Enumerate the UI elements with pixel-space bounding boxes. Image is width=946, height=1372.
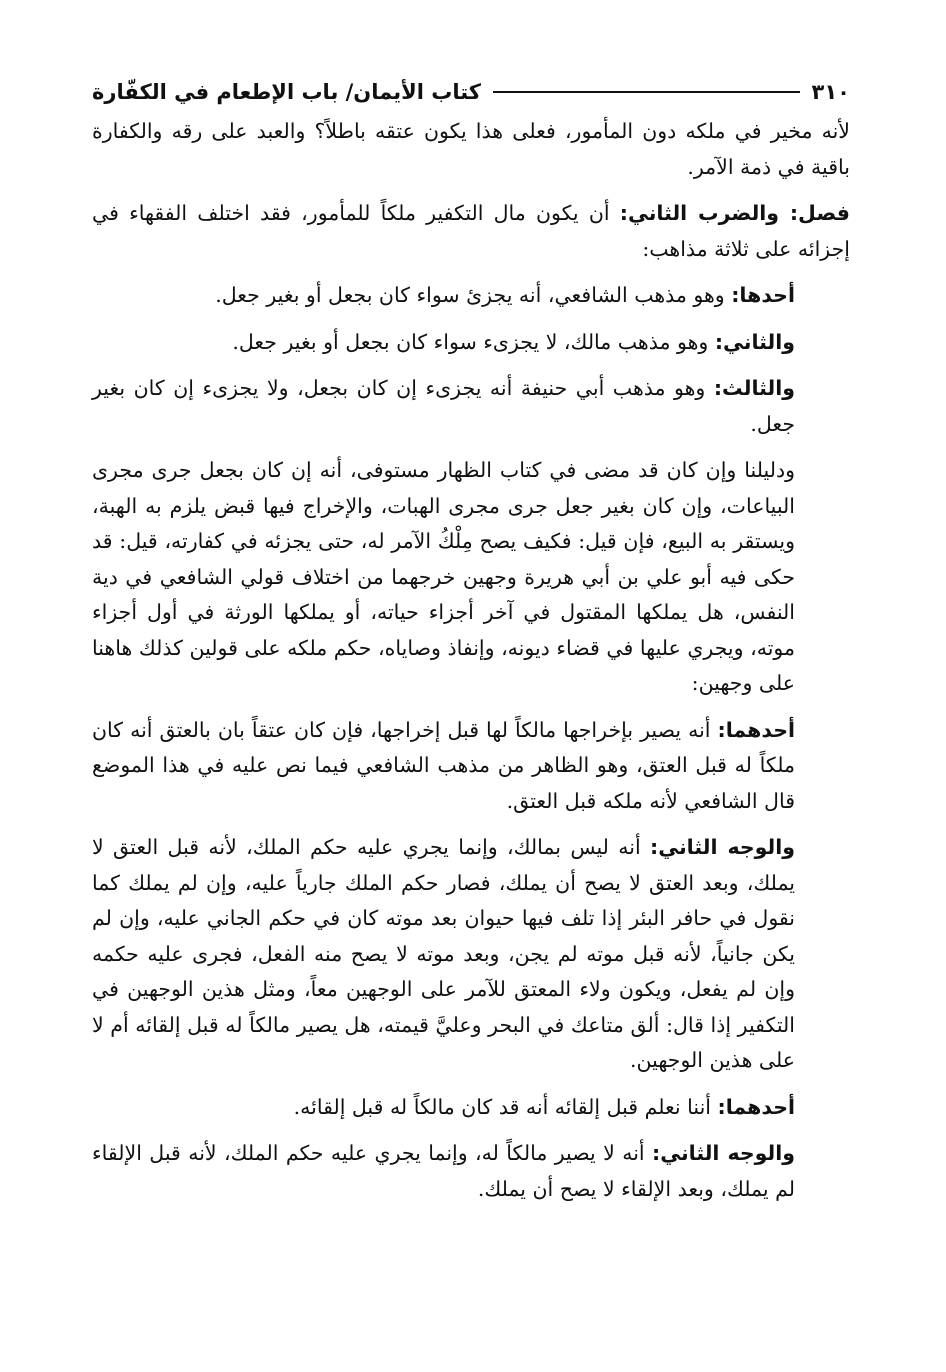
paragraph-lead: أحدهما:	[717, 1094, 795, 1119]
book-page	[92, 70, 850, 1218]
paragraph	[92, 196, 850, 267]
paragraph	[92, 713, 850, 820]
paragraph-text: أنه ليس بمالك، وإنما يجري عليه حكم الملك، لأنه قبل العتق لا يملك، وبعد العتق لا يصح أن يملك، فصار حكم الملك جارياً عليه، وإن لم يملك كما نقول في حافر البئر إذا تلف فيها حيوان بعد موته كان في حكم الجاني عليه، وإن لم يكن جانياً، لأنه قبل موته لم يجن، وبعد موته لا يصح منه الفعل، فجرى عليه حكمه وإن لم يفعل، ويكون ولاء المعتق للآمر على الوجهين معاً، ومثل هذين الوجهين في التكفير إذا قال: ألق متاعك في البحر وعليَّ قيمته، هل يصير مالكاً له قبل إلقائه أم لا على هذين الوجهين.	[92, 835, 795, 1072]
paragraph-text: أنه لا يصير مالكاً له، وإنما يجري عليه حكم الملك، لأنه قبل الإلقاء لم يملك، وبعد الإلقاء لا يصح أن يملك.	[92, 1141, 795, 1201]
paragraph-lead: والوجه الثاني:	[650, 835, 795, 859]
paragraph-lead: أحدهما:	[717, 717, 795, 742]
page-header	[92, 70, 850, 114]
paragraph-text: وهو مذهب مالك، لا يجزىء سواء كان بجعل أو بغير جعل.	[232, 329, 715, 354]
paragraph	[92, 1136, 850, 1207]
paragraph-text: أننا نعلم قبل إلقائه أنه قد كان مالكاً له قبل إلقائه.	[293, 1094, 718, 1119]
paragraph-text: أنه يصير بإخراجها مالكاً لها قبل إخراجها، فإن كان عتقاً بان بالعتق أنه كان ملكاً له قبل العتق، وهو الظاهر من مذهب الشافعي فيما نص عليه في هذا الموضع قال الشافعي لأنه ملكه قبل العتق.	[92, 717, 795, 813]
paragraph-lead: فصل: والضرب الثاني:	[619, 201, 850, 225]
page-body	[92, 114, 850, 1207]
paragraph-text: ودليلنا وإن كان قد مضى في كتاب الظهار مستوفى، أنه إن كان بجعل جرى مجرى البياعات، وإن كان بغير جعل جرى مجرى الهبات، والإخراج فيها قبض يلزم به الهبة، ويستقر به البيع، فإن قيل: فكيف يصح مِلْكُ الآمر له، حتى يجزئه في كفارته، قيل: قد حكى فيه أبو علي بن أبي هريرة وجهين خرجهما من اختلاف قولي الشافعي في دية النفس، هل يملكها المقتول في آخر أجزاء حياته، أو يملكها الورثة في أول أجزاء موته، ويجري عليها في قضاء ديونه، وإنفاذ وصاياه، حكم ملكه على قولين كذلك هاهنا على وجهين:	[92, 458, 795, 695]
running-title: كتاب الأيمان/ باب الإطعام في الكفّارة	[92, 80, 482, 104]
paragraph	[92, 830, 850, 1079]
paragraph	[92, 325, 850, 361]
paragraph	[92, 453, 850, 702]
paragraph-text: أن يكون مال التكفير ملكاً للمأمور، فقد اختلف الفقهاء في إجزائه على ثلاثة مذاهب:	[92, 201, 850, 261]
header-rule	[493, 91, 800, 93]
paragraph-lead: والوجه الثاني:	[652, 1141, 795, 1165]
paragraph-lead: والثاني:	[714, 329, 795, 354]
paragraph	[92, 278, 850, 314]
paragraph-text: وهو مذهب أبي حنيفة أنه يجزىء إن كان بجعل، ولا يجزىء إن كان بغير جعل.	[92, 376, 795, 436]
paragraph-lead: أحدها:	[731, 283, 795, 307]
paragraph-text: وهو مذهب الشافعي، أنه يجزئ سواء كان بجعل أو بغير جعل.	[215, 283, 732, 307]
paragraph	[92, 1090, 850, 1126]
paragraph	[92, 114, 850, 185]
paragraph-lead: والثالث:	[713, 376, 795, 400]
page-number: ٣١٠	[811, 80, 850, 104]
paragraph	[92, 371, 850, 442]
paragraph-text: لأنه مخير في ملكه دون المأمور، فعلى هذا يكون عتقه باطلاً؟ والعبد على رقه والكفارة باقية في ذمة الآمر.	[92, 119, 850, 179]
